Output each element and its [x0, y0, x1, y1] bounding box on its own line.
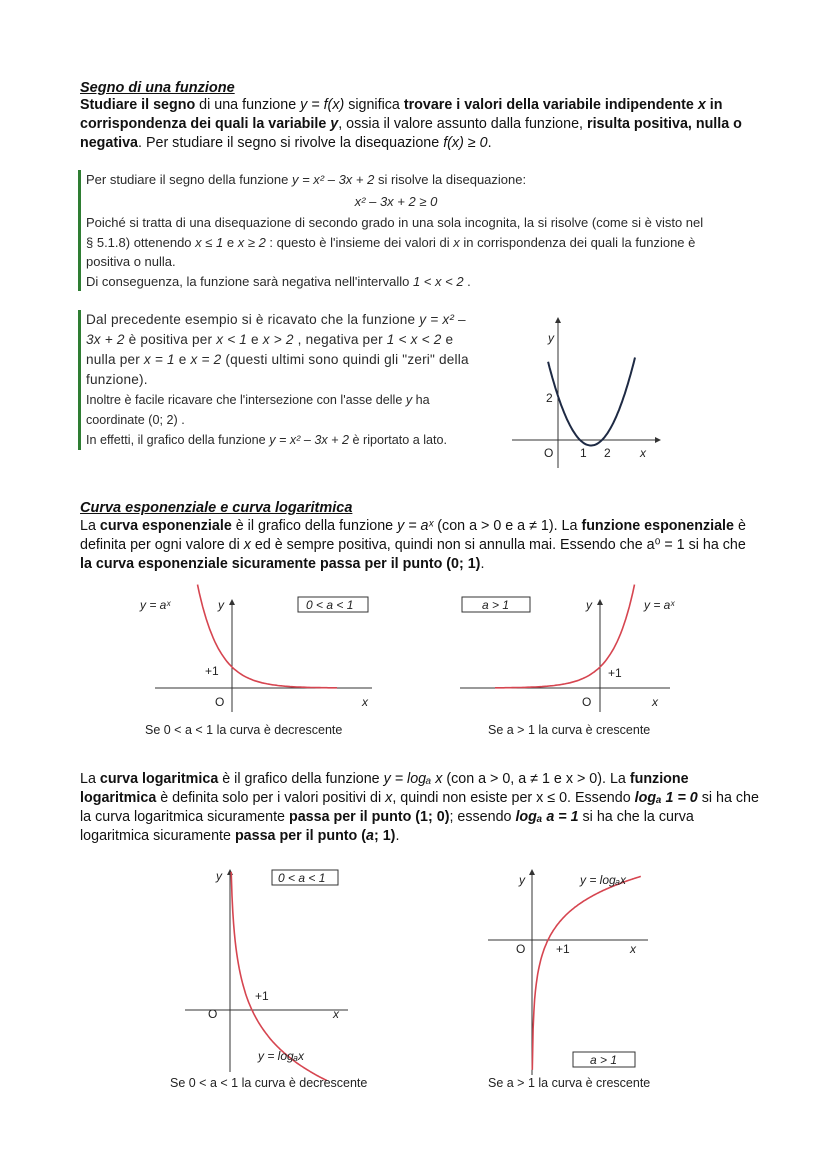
- text-segment: in corrispondenza dei quali la variabile: [80, 97, 723, 132]
- x-axis-label: x: [333, 1007, 339, 1021]
- origin-label: O: [582, 695, 592, 709]
- text-segment: in corrispondenza dei quali la funzione è positiva o nulla.: [86, 234, 696, 269]
- plus-one-label: +1: [556, 942, 570, 956]
- origin-label: O: [544, 446, 554, 460]
- text-segment: : questo è l'insieme dei valori di: [265, 234, 454, 250]
- origin-label: O: [208, 1007, 218, 1021]
- text-segment: x: [697, 97, 706, 113]
- text-segment: ˣ: [428, 518, 434, 534]
- text-segment: e nulla per: [86, 332, 454, 367]
- text-segment: è riportato a lato.: [349, 433, 448, 447]
- log-graph-increasing: [488, 870, 648, 1075]
- text-segment: si ha che la curva logaritmica sicuramente: [80, 790, 759, 825]
- condition-label: a > 1: [590, 1053, 618, 1067]
- exp-right-caption: Se a > 1 la curva è crescente: [488, 723, 651, 737]
- text-segment: , negativa per: [293, 332, 387, 347]
- text-segment: la curva esponenziale sicuramente passa per il punto (0; 1): [80, 556, 481, 572]
- text-segment: Inoltre è facile ricavare che l'intersezione con l'asse delle: [86, 393, 406, 407]
- plus-one-label: +1: [608, 666, 622, 680]
- text-segment: Poiché si tratta di una disequazione di secondo grado in una sola incognita, la si risolve (come si è visto nel § 5.1.8) ottenendo: [86, 215, 704, 250]
- origin-label: O: [516, 942, 526, 956]
- parabola-graph: [512, 318, 660, 468]
- text-segment: x ≤ 1: [195, 234, 224, 250]
- text-segment: funzione logaritmica: [80, 771, 689, 806]
- text-segment: Per studiare il segno della funzione: [86, 172, 292, 187]
- log-curve: [532, 876, 641, 1069]
- y-axis-label: y: [218, 598, 224, 612]
- text-segment: (con a > 0, a ≠ 1 e x > 0). La: [442, 771, 630, 787]
- x-tick-2: 2: [604, 446, 611, 460]
- text-segment: funzione esponenziale: [581, 518, 734, 534]
- parabola-curve: [548, 358, 635, 446]
- text-segment: x ≥ 2: [237, 234, 266, 250]
- text-segment: , ossia il valore assunto dalla funzione,: [338, 116, 587, 132]
- exp-left-caption: Se 0 < a < 1 la curva è decrescente: [145, 723, 343, 737]
- text-segment: (con a > 0 e a ≠ 1). La: [433, 518, 582, 534]
- text-segment: ; essendo: [449, 809, 516, 825]
- text-segment: , quindi non esiste per x ≤ 0. Essendo: [392, 790, 635, 806]
- text-segment: curva logaritmica: [99, 771, 219, 787]
- text-segment: passa per il punto (: [234, 828, 367, 844]
- text-segment: e: [174, 352, 191, 367]
- log-right-caption: Se a > 1 la curva è crescente: [488, 1076, 651, 1090]
- text-segment: x = 1: [143, 352, 175, 367]
- text-segment: y = x² – 3x + 2: [86, 312, 466, 347]
- text-segment: x: [385, 790, 393, 806]
- plus-one-label: +1: [205, 664, 219, 678]
- section-title-segno: Segno di una funzione: [80, 80, 235, 96]
- text-segment: x: [243, 537, 251, 553]
- text-segment: è definita per ogni valore di: [80, 518, 746, 553]
- y-axis-label: y: [586, 598, 592, 612]
- text-segment: e: [247, 332, 263, 347]
- text-segment: ed è sempre positiva, quindi non si annulla mai. Essendo che a⁰ = 1 si ha che: [250, 537, 746, 553]
- function-label: y = logₐx: [580, 873, 626, 887]
- x-axis-label: x: [630, 942, 636, 956]
- plus-one-label: +1: [255, 989, 269, 1003]
- text-segment: x: [453, 234, 460, 250]
- text-segment: Studiare il segno: [80, 97, 196, 113]
- text-segment: ; 1): [373, 828, 396, 844]
- text-segment: La: [80, 771, 100, 787]
- x-axis-label: x: [652, 695, 658, 709]
- text-segment: 1 < x < 2: [386, 332, 442, 347]
- text-segment: passa per il punto (1; 0): [288, 809, 450, 825]
- text-segment: y: [405, 393, 413, 407]
- text-segment: e: [223, 234, 238, 250]
- text-segment: si risolve la disequazione:: [374, 172, 527, 187]
- text-segment: curva esponenziale: [99, 518, 232, 534]
- text-segment: ha coordinate (0; 2) .: [86, 393, 430, 427]
- x-tick-1: 1: [580, 446, 587, 460]
- y-axis-label: y: [216, 869, 222, 883]
- text-segment: y = logₐ x: [383, 771, 443, 787]
- text-segment: di una funzione: [195, 97, 301, 113]
- text-segment: x < 1: [216, 332, 248, 347]
- log-left-caption: Se 0 < a < 1 la curva è decrescente: [170, 1076, 368, 1090]
- function-label: y = logₐx: [258, 1049, 304, 1063]
- text-segment: .: [395, 828, 400, 844]
- text-segment: y = a: [397, 518, 429, 534]
- text-segment: a: [366, 828, 374, 844]
- text-segment: risulta positiva, nulla o negativa: [80, 116, 742, 151]
- text-segment: è positiva per: [124, 332, 217, 347]
- text-segment: .: [480, 556, 485, 572]
- text-segment: y = f(x): [300, 97, 345, 113]
- x-axis-label: x: [362, 695, 368, 709]
- text-segment: significa: [344, 97, 404, 113]
- condition-label: 0 < a < 1: [306, 598, 354, 612]
- text-segment: y: [330, 116, 339, 132]
- text-segment: x > 2: [262, 332, 294, 347]
- text-segment: logₐ a = 1: [515, 809, 579, 825]
- text-segment: . Per studiare il segno si rivolve la disequazione: [138, 135, 444, 151]
- text-segment: è definita solo per i valori positivi di: [156, 790, 386, 806]
- function-label: y = aˣ: [140, 598, 171, 612]
- text-segment: La: [80, 518, 100, 534]
- text-segment: y = x² – 3x + 2: [291, 172, 375, 187]
- exp-graph-increasing: [460, 585, 675, 712]
- example1-equation: x² – 3x + 2 ≥ 0: [354, 193, 438, 209]
- origin-label: O: [215, 695, 225, 709]
- x-axis-label: x: [640, 446, 646, 460]
- text-segment: Dal precedente esempio si è ricavato che la funzione: [86, 312, 420, 327]
- condition-label: a > 1: [482, 598, 510, 612]
- text-segment: .: [487, 135, 492, 151]
- exp-intro: [80, 517, 760, 574]
- y-tick-2: 2: [546, 391, 553, 405]
- text-segment: si ha che la curva logaritmica sicuramente: [80, 809, 694, 844]
- condition-label: 0 < a < 1: [278, 871, 326, 885]
- text-segment: trovare i valori della variabile indipendente: [403, 97, 698, 113]
- text-segment: è il grafico della funzione: [218, 771, 384, 787]
- text-segment: In effetti, il grafico della funzione: [86, 433, 270, 447]
- text-segment: (questi ultimi sono quindi gli "zeri" della funzione).: [86, 352, 469, 387]
- exp-graph-decreasing: [139, 585, 372, 712]
- text-segment: f(x) ≥ 0: [443, 135, 488, 151]
- section-title-exp-log: Curva esponenziale e curva logaritmica: [80, 500, 353, 516]
- y-axis-label: y: [519, 873, 525, 887]
- text-segment: y = x² – 3x + 2: [269, 433, 349, 447]
- y-axis-label: y: [548, 331, 554, 345]
- text-segment: .: [463, 273, 471, 289]
- text-segment: logₐ 1 = 0: [634, 790, 698, 806]
- text-segment: 1 < x < 2: [412, 273, 464, 289]
- text-segment: Di conseguenza, la funzione sarà negativa nell'intervallo: [86, 273, 413, 289]
- text-segment: x = 2: [190, 352, 222, 367]
- text-segment: è il grafico della funzione: [231, 518, 398, 534]
- function-label: y = aˣ: [644, 598, 675, 612]
- log-intro: [80, 770, 760, 846]
- log-graph-decreasing: [185, 869, 348, 1081]
